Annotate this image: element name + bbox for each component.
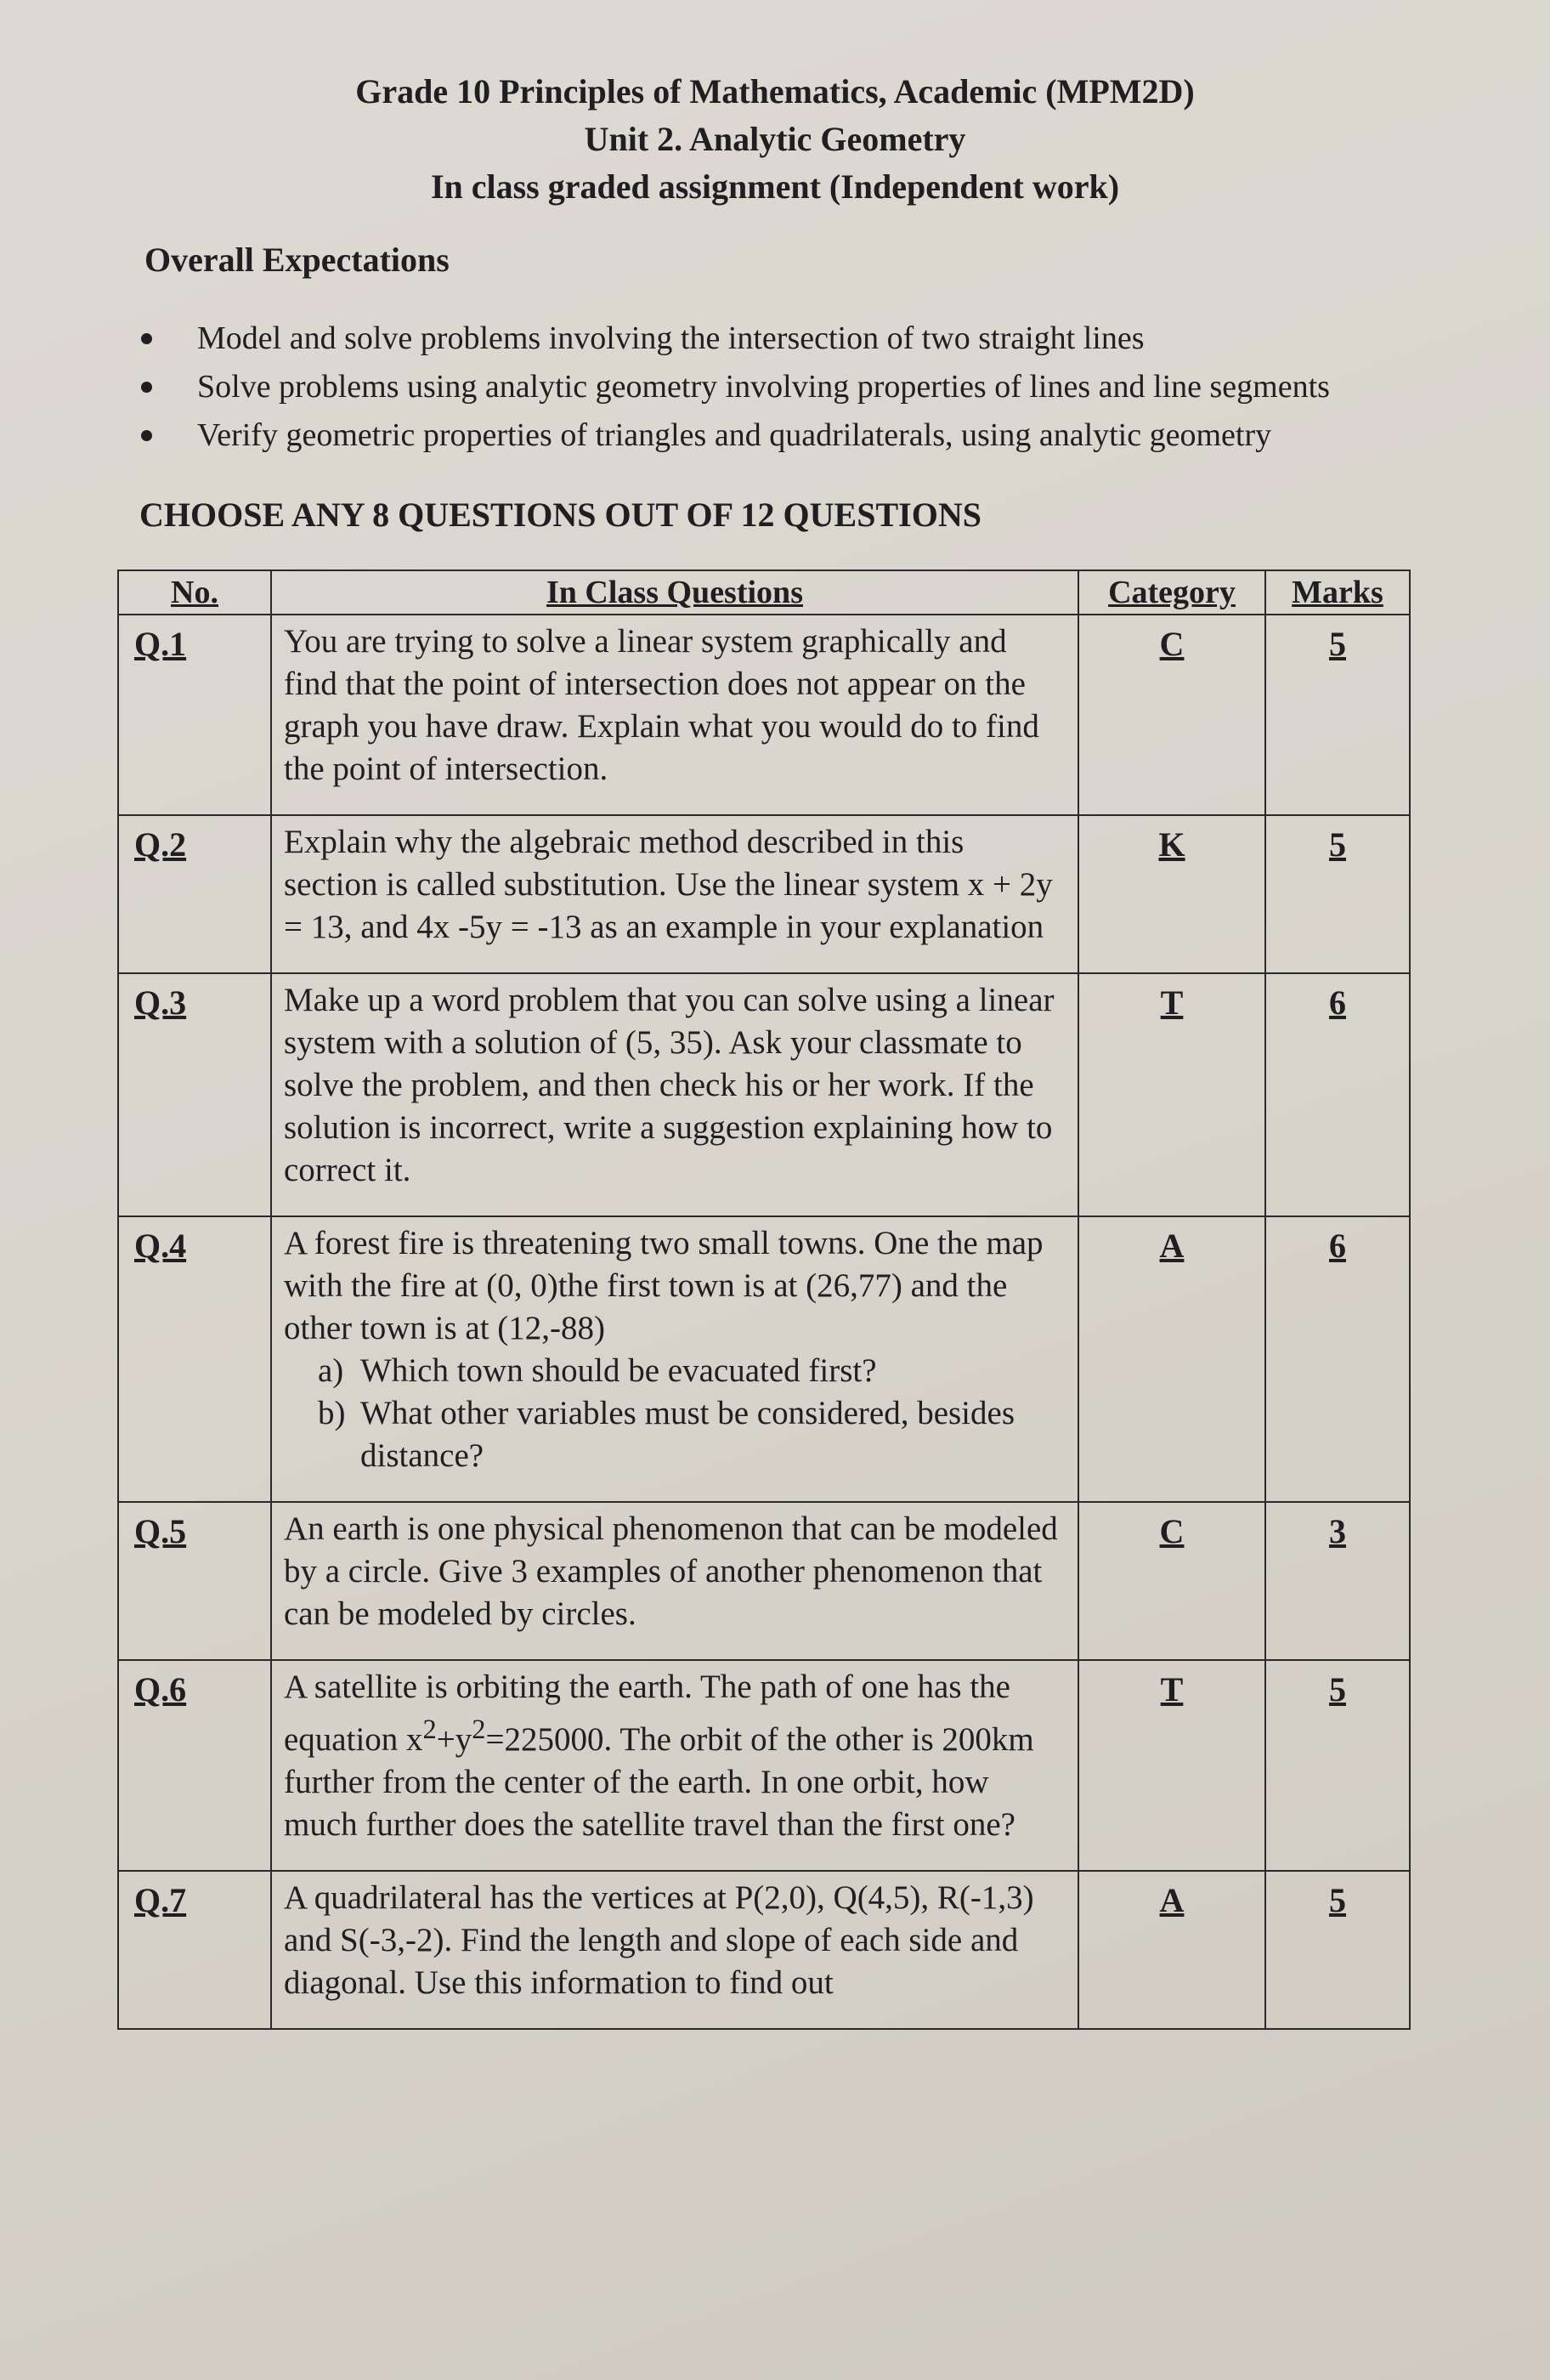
- header-no: No.: [118, 570, 271, 615]
- question-number: Q.4: [118, 1216, 271, 1502]
- table-row: [118, 815, 1410, 973]
- header-marks: Marks: [1265, 570, 1410, 615]
- expectation-item: Verify geometric properties of triangles and quadrilaterals, using analytic geometry: [136, 411, 1330, 460]
- question-text-container: [271, 1216, 1078, 1502]
- question-category: A: [1078, 1871, 1265, 2029]
- sub-question-text: What other variables must be considered, besides distance?: [360, 1395, 1015, 1474]
- question-marks: 3: [1265, 1502, 1410, 1660]
- header-category: Category: [1078, 570, 1265, 615]
- document-header: [0, 68, 1550, 211]
- table-header-row: [118, 570, 1410, 615]
- expectation-item: Solve problems using analytic geometry involving properties of lines and line segments: [136, 363, 1330, 411]
- question-number: Q.2: [118, 815, 271, 973]
- questions-table: [117, 570, 1411, 2030]
- expectation-item: Model and solve problems involving the intersection of two straight lines: [136, 314, 1330, 363]
- question-text-part: A satellite is orbiting the earth. The path of one has the equation x: [284, 1669, 1010, 1758]
- question-marks: 5: [1265, 1660, 1410, 1871]
- question-text: Make up a word problem that you can solve using a linear system with a solution of (5, 35). Ask your classmate to solve the problem, and then check his or her work. If the solution is incorrect, write a suggestion explaining how to correct it.: [271, 973, 1078, 1216]
- unit-title: Unit 2. Analytic Geometry: [584, 120, 966, 158]
- question-text: An earth is one physical phenomenon that can be modeled by a circle. Give 3 examples of another phenomenon that can be modeled by circles.: [271, 1502, 1078, 1660]
- instruction-heading: CHOOSE ANY 8 QUESTIONS OUT OF 12 QUESTIONS: [139, 496, 981, 534]
- table-row: [118, 1871, 1410, 2029]
- sub-question: [284, 1350, 1066, 1392]
- sub-question-list: [284, 1350, 1066, 1477]
- question-number: Q.6: [118, 1660, 271, 1871]
- question-number: Q.1: [118, 615, 271, 815]
- exponent: 2: [472, 1714, 486, 1745]
- question-text: A forest fire is threatening two small towns. One the map with the fire at (0, 0)the first town is at (26,77) and the other town is at (12,-88): [284, 1225, 1044, 1346]
- question-marks: 5: [1265, 1871, 1410, 2029]
- question-text-part: =225000. The orbit of the other is 200km further from the center of the earth. In one orbit, how much further does the satellite travel than the first one?: [284, 1721, 1034, 1843]
- table-row: [118, 973, 1410, 1216]
- expectations-list: [136, 314, 1330, 460]
- sub-question: [284, 1392, 1066, 1477]
- question-text-part: +y: [436, 1721, 472, 1758]
- question-number: Q.3: [118, 973, 271, 1216]
- table-row: [118, 615, 1410, 815]
- question-category: A: [1078, 1216, 1265, 1502]
- question-category: C: [1078, 615, 1265, 815]
- overall-expectations-heading: Overall Expectations: [144, 241, 450, 279]
- sub-question-label: b): [318, 1395, 346, 1431]
- question-text: [271, 1660, 1078, 1871]
- table-row: [118, 1502, 1410, 1660]
- table-row: [118, 1216, 1410, 1502]
- question-marks: 6: [1265, 973, 1410, 1216]
- question-number: Q.5: [118, 1502, 271, 1660]
- question-category: T: [1078, 1660, 1265, 1871]
- question-marks: 5: [1265, 815, 1410, 973]
- header-questions: In Class Questions: [271, 570, 1078, 615]
- question-marks: 6: [1265, 1216, 1410, 1502]
- question-marks: 5: [1265, 615, 1410, 815]
- assignment-title: In class graded assignment (Independent work): [430, 167, 1120, 206]
- question-text: A quadrilateral has the vertices at P(2,0), Q(4,5), R(-1,3) and S(-3,-2). Find the length and slope of each side and diagonal. Use this information to find out: [271, 1871, 1078, 2029]
- sub-question-text: Which town should be evacuated first?: [360, 1352, 877, 1389]
- exponent: 2: [422, 1714, 437, 1745]
- question-category: C: [1078, 1502, 1265, 1660]
- table-row: [118, 1660, 1410, 1871]
- question-text: You are trying to solve a linear system graphically and find that the point of intersection does not appear on the graph you have draw. Explain what you would do to find the point of intersection.: [271, 615, 1078, 815]
- sub-question-label: a): [318, 1352, 344, 1389]
- question-category: K: [1078, 815, 1265, 973]
- course-title: Grade 10 Principles of Mathematics, Academic (MPM2D): [355, 72, 1195, 110]
- question-number: Q.7: [118, 1871, 271, 2029]
- question-category: T: [1078, 973, 1265, 1216]
- question-text: Explain why the algebraic method described in this section is called substitution. Use the linear system x + 2y = 13, and 4x -5y = -13 as an example in your explanation: [271, 815, 1078, 973]
